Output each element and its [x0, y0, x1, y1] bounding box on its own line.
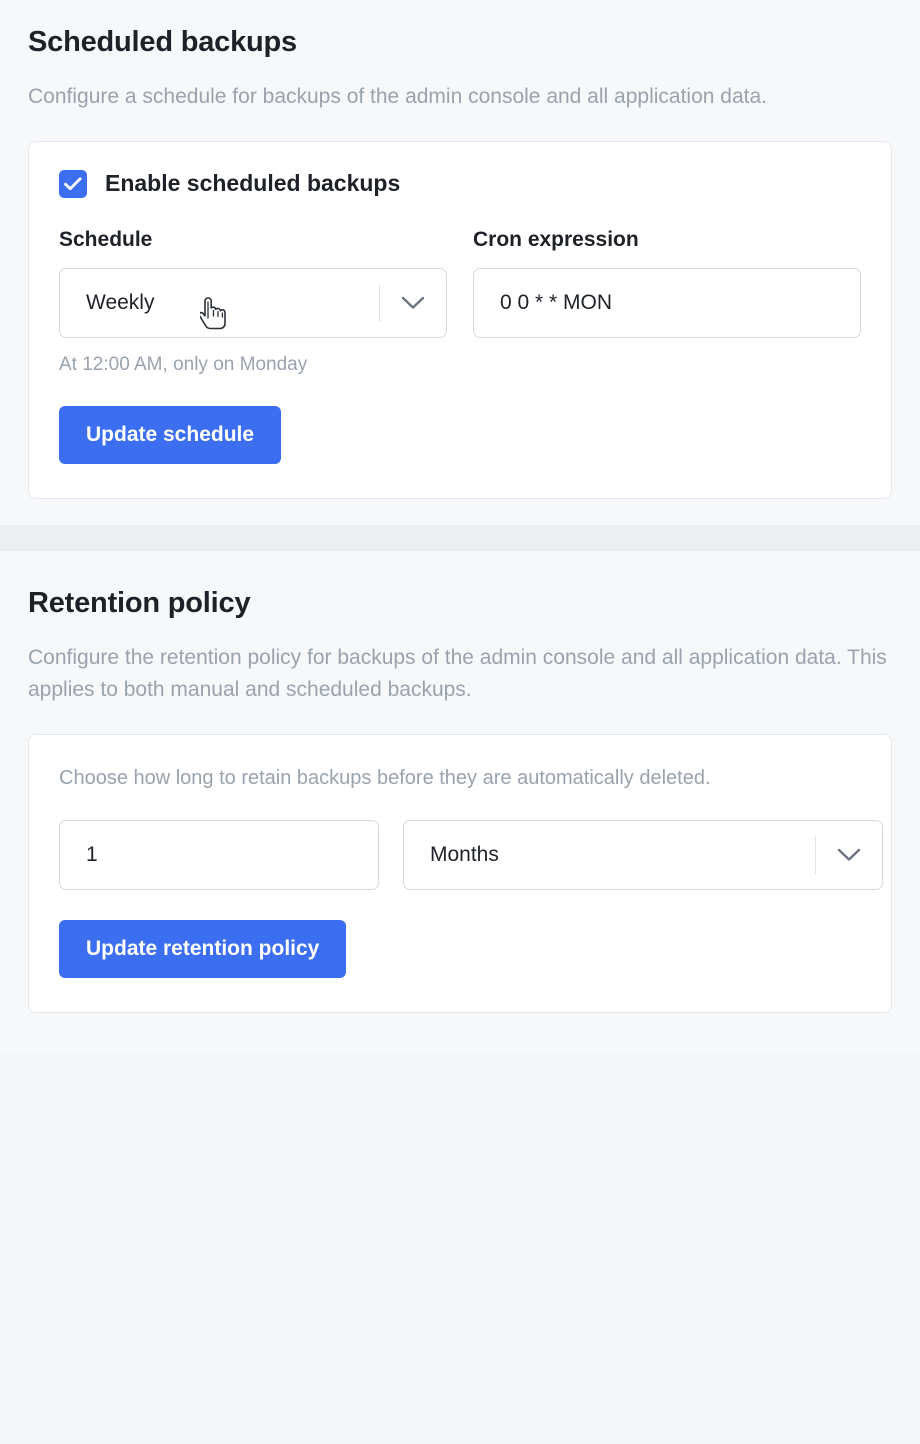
- retention-unit-select-value: Months: [430, 842, 499, 866]
- retention-policy-section: [0, 551, 920, 1053]
- scheduled-backups-description: Configure a schedule for backups of the admin console and all application data.: [28, 85, 767, 108]
- chevron-down-icon[interactable]: [380, 296, 446, 310]
- retention-policy-description: Configure the retention policy for backups of the admin console and all application data. This applies to both manual and scheduled backups.: [28, 645, 887, 701]
- cron-label: Cron expression: [473, 227, 639, 251]
- section-divider: [0, 525, 920, 551]
- checkbox-checked-icon[interactable]: [59, 170, 87, 198]
- retention-policy-title: Retention policy: [28, 586, 251, 619]
- retention-unit-select[interactable]: [403, 820, 883, 890]
- scheduled-backups-card: [28, 141, 892, 499]
- scheduled-backups-section: [0, 0, 920, 525]
- cron-input[interactable]: 0 0 * * MON: [473, 268, 861, 338]
- schedule-select[interactable]: [59, 268, 447, 338]
- schedule-fields-row: [59, 228, 861, 376]
- update-retention-policy-button[interactable]: Update retention policy: [59, 920, 346, 978]
- retention-amount-input[interactable]: 1: [59, 820, 379, 890]
- retention-policy-card: [28, 734, 892, 1013]
- retention-unit-field: [403, 820, 883, 890]
- update-schedule-button[interactable]: Update schedule: [59, 406, 281, 464]
- schedule-select-value: Weekly: [86, 290, 155, 314]
- enable-scheduled-backups-label: Enable scheduled backups: [105, 170, 401, 197]
- retention-card-text: Choose how long to retain backups before they are automatically deleted.: [59, 766, 711, 789]
- retention-amount-field: [59, 820, 379, 890]
- schedule-field: [59, 228, 447, 376]
- schedule-helper-text: At 12:00 AM, only on Monday: [59, 353, 308, 375]
- chevron-down-icon[interactable]: [816, 848, 882, 862]
- page-title: Scheduled backups: [28, 26, 297, 58]
- cron-field: [473, 228, 861, 376]
- enable-scheduled-backups-row[interactable]: [59, 170, 861, 198]
- retention-fields-row: [59, 820, 861, 890]
- schedule-label: Schedule: [59, 227, 153, 251]
